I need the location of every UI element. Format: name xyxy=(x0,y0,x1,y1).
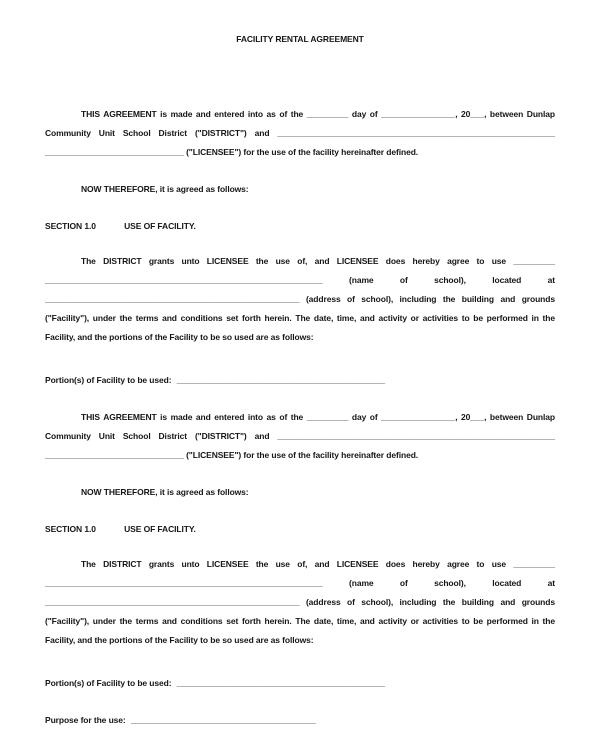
section-title: USE OF FACILITY. xyxy=(124,524,196,534)
portion-field xyxy=(45,674,555,693)
portion-field-blank: _____________________________________________ xyxy=(176,375,385,385)
now-therefore-line: NOW THEREFORE, it is agreed as follows: xyxy=(81,184,249,194)
section-number: SECTION 1.0 xyxy=(45,221,96,231)
grant-paragraph: The DISTRICT grants unto LICENSEE the use of, and LICENSEE does hereby agree to use _________ ____________________________________________________________ (name of school), located at _______________________________________________________ (address of school), including the building and grounds ("Facility"), under the terms and conditions set forth herein. The date, time, and activity or activities to be performed in the Facility, and the portions of the Facility to be so used are as follows: xyxy=(45,256,555,342)
portion-field-blank: _____________________________________________ xyxy=(176,678,385,688)
section-heading xyxy=(45,217,555,236)
now-therefore-line: NOW THEREFORE, it is agreed as follows: xyxy=(81,487,249,497)
section-heading xyxy=(45,520,555,539)
portion-field-label: Portion(s) of Facility to be used: xyxy=(45,375,172,385)
portion-field-label: Portion(s) of Facility to be used: xyxy=(45,678,172,688)
section-number: SECTION 1.0 xyxy=(45,524,96,534)
purpose-field xyxy=(45,711,555,730)
portion-field xyxy=(45,371,555,390)
purpose-field-label: Purpose for the use: xyxy=(45,715,126,725)
section-title: USE OF FACILITY. xyxy=(124,221,196,231)
document-title: FACILITY RENTAL AGREEMENT xyxy=(236,34,364,44)
agreement-intro-paragraph: THIS AGREEMENT is made and entered into as of the _________ day of ________________, 20___, between Dunlap Community Unit School District ("DISTRICT") and ____________________________________________________________ ______________________________ ("LICENSEE") for the use of the facility hereinafter defined. xyxy=(45,109,555,157)
purpose-field-blank: ________________________________________ xyxy=(130,715,317,725)
grant-paragraph: The DISTRICT grants unto LICENSEE the use of, and LICENSEE does hereby agree to use _________ ____________________________________________________________ (name of school), located at _______________________________________________________ (address of school), including the building and grounds ("Facility"), under the terms and conditions set forth herein. The date, time, and activity or activities to be performed in the Facility, and the portions of the Facility to be so used are as follows: xyxy=(45,559,555,645)
agreement-intro-paragraph: THIS AGREEMENT is made and entered into as of the _________ day of ________________, 20___, between Dunlap Community Unit School District ("DISTRICT") and ____________________________________________________________ ______________________________ ("LICENSEE") for the use of the facility hereinafter defined. xyxy=(45,412,555,460)
